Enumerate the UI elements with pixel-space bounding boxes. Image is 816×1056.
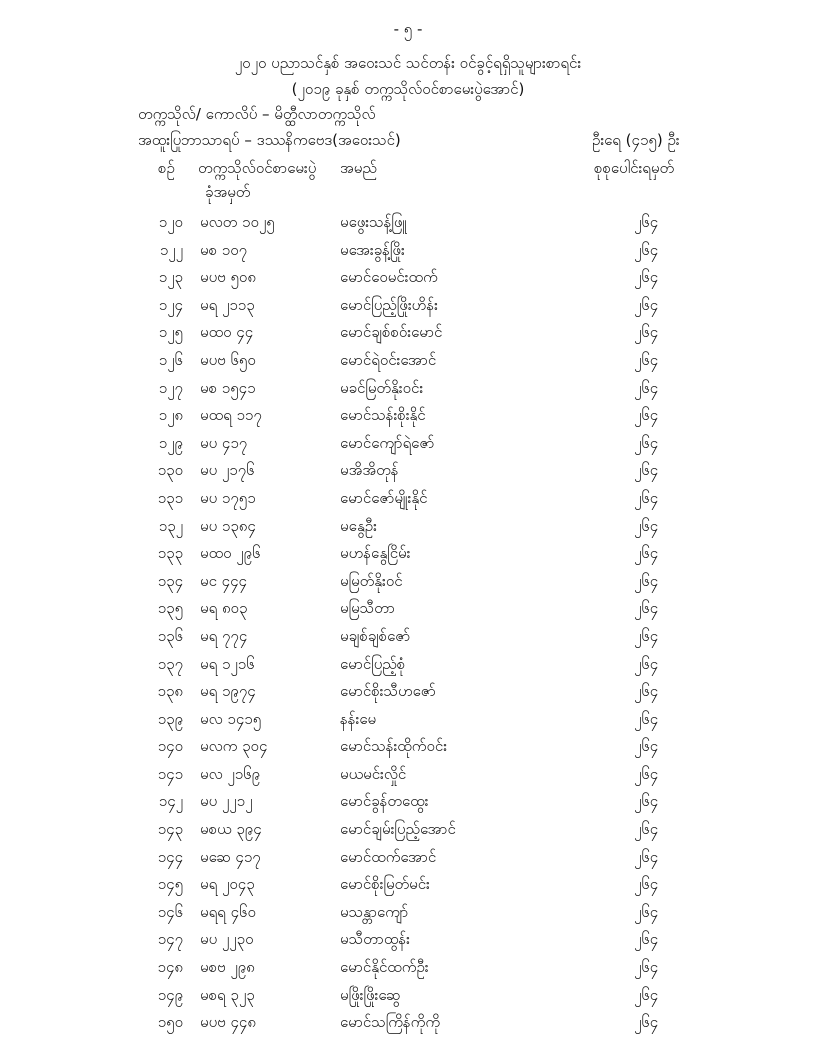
table-row (0, 844, 816, 872)
row-name: မောင်စိုးသီဟဇော် (340, 682, 436, 701)
row-total-marks: ၂၆၄ (634, 902, 659, 921)
row-roll-number: မထရ ၁၁၇ (200, 406, 262, 425)
row-name: မသန္တာကျော် (340, 902, 409, 921)
table-row (0, 651, 816, 679)
header-name: အမည် (340, 159, 377, 177)
row-roll-number: မစရ ၃၂၃ (200, 985, 255, 1004)
row-total-marks: ၂၆၄ (634, 820, 659, 839)
header-roll-number-line-2: ခုံအမှတ် (205, 183, 251, 201)
table-row (0, 485, 816, 513)
row-total-marks: ၂၆၄ (634, 268, 659, 287)
row-name: မောင်ပြည့်ဖြိုးဟိန်း (340, 295, 438, 314)
row-total-marks: ၂၆၄ (634, 847, 659, 866)
table-row (0, 292, 816, 320)
row-serial-no: ၁၂၈ (158, 406, 183, 425)
row-name: မောင်သကြိန်ကိုကို (340, 1013, 441, 1032)
row-name: မအေးခွန့်ဖြိုး (340, 240, 405, 259)
row-total-marks: ၂၆၄ (634, 213, 659, 231)
table-row (0, 237, 816, 265)
table-row (0, 623, 816, 651)
row-total-marks: ၂၆၄ (634, 792, 659, 811)
row-name: မယမင်းလှိုင် (340, 764, 407, 783)
row-name: မောင်ခွန်တထွေး (340, 792, 429, 811)
row-serial-no: ၁၃၈ (157, 682, 183, 701)
row-serial-no: ၁၃၀ (157, 461, 183, 480)
row-roll-number: မပ ၁၃၈၄ (200, 516, 256, 535)
table-row (0, 871, 816, 899)
row-serial-no: ၁၃၇ (157, 654, 183, 673)
row-roll-number: မလ ၁၄၁၅ (200, 709, 262, 728)
header-serial-no: စဉ် (158, 159, 175, 177)
table-row (0, 816, 816, 844)
table-row (0, 402, 816, 430)
row-roll-number: မပ ၂၂၁၂ (200, 792, 253, 811)
row-total-marks: ၂၆၄ (634, 930, 659, 949)
row-total-marks: ၂၆၄ (634, 406, 659, 425)
row-name: မောင်စိုးမြတ်မင်း (340, 875, 430, 894)
row-serial-no: ၁၂၅ (158, 323, 183, 342)
row-serial-no: ၁၂၃ (158, 268, 183, 287)
row-serial-no: ၁၄၅ (157, 875, 183, 894)
row-roll-number: မစ ၁၅၄၁ (200, 378, 256, 397)
row-serial-no: ၁၂၂ (159, 240, 183, 259)
row-total-marks: ၂၆၄ (634, 350, 659, 369)
row-total-marks: ၂၆၄ (634, 323, 659, 342)
row-serial-no: ၁၅၀ (157, 1013, 183, 1032)
row-serial-no: ၁၃၉ (157, 709, 183, 728)
row-total-marks: ၂၆၄ (634, 378, 659, 397)
row-serial-no: ၁၄၂ (158, 792, 183, 811)
row-total-marks: ၂၆၄ (634, 682, 659, 701)
row-serial-no: ၁၄၄ (157, 847, 183, 866)
total-count: ဦးရေ (၄၁၅) ဦး (592, 131, 680, 149)
row-name: မချစ်ချစ်ဇော် (340, 626, 411, 645)
row-roll-number: မထဝ ၄၄ (200, 323, 254, 342)
table-row (0, 319, 816, 347)
row-serial-no: ၁၃၄ (157, 571, 183, 590)
row-serial-no: ၁၂၀ (158, 213, 183, 231)
row-roll-number: မရ ၂၁၁၃ (200, 295, 255, 314)
row-serial-no: ၁၂၇ (158, 378, 183, 397)
row-total-marks: ၂၆၄ (634, 433, 659, 452)
row-serial-no: ၁၃၅ (157, 599, 183, 618)
table-row (0, 209, 816, 237)
row-serial-no: ၁၃၃ (157, 544, 183, 563)
row-roll-number: မထဝ ၂၉၆ (200, 544, 261, 563)
row-roll-number: မရ ၇၇၄ (200, 626, 248, 645)
row-roll-number: မစ ၁၀၇ (200, 240, 248, 259)
header-roll-number: တက္ကသိုလ်ဝင်စာမေးပွဲ (198, 159, 317, 177)
row-serial-no: ၁၄၃ (157, 820, 183, 839)
row-name: မအိအိတုန် (340, 461, 399, 480)
table-row (0, 1009, 816, 1037)
row-total-marks: ၂၆၄ (634, 488, 659, 507)
row-serial-no: ၁၂၆ (158, 350, 183, 369)
row-roll-number: မရ ၁၂၁၆ (200, 654, 255, 673)
row-total-marks: ၂၆၄ (634, 626, 659, 645)
row-total-marks: ၂၆၄ (634, 240, 659, 259)
row-name: မောင်ရဲဝင်းအောင် (340, 350, 437, 369)
row-serial-no: ၁၄၉ (157, 985, 183, 1004)
row-total-marks: ၂၆၄ (634, 958, 659, 977)
university-line: တက္ကသိုလ်/ ကောလိပ် – မိတ္ထီလာတက္ကသိုလ် (138, 105, 376, 123)
row-serial-no: ၁၄၁ (157, 764, 183, 783)
row-name: မနွေဦး (340, 516, 377, 535)
table-row (0, 982, 816, 1010)
table-row (0, 926, 816, 954)
table-row (0, 899, 816, 927)
row-serial-no: ၁၂၉ (158, 433, 183, 452)
table-row (0, 788, 816, 816)
row-roll-number: မပ ၁၇၅၁ (200, 488, 256, 507)
table-row (0, 430, 816, 458)
row-name: မောင်နိုင်ထက်ဦး (340, 958, 429, 977)
row-name: မဖွေးသန့်ဖြူ (340, 213, 407, 231)
row-name: မောင်ချမ်းပြည့်အောင် (340, 820, 456, 839)
major-line: အထူးပြုဘာသာရပ် – ဒဿနိကဗေဒ(အဝေးသင်) (138, 131, 401, 149)
row-name: မောင်ကျော်ရဲဇော် (340, 433, 435, 452)
row-roll-number: မစဗ ၂၉၈ (200, 958, 255, 977)
row-total-marks: ၂၆၄ (634, 709, 659, 728)
table-row (0, 375, 816, 403)
row-total-marks: ၂၆၄ (634, 461, 659, 480)
row-name: မောင်ချစ်စဝ်းမောင် (340, 323, 443, 342)
row-name: မောင်သန်းစိုးနိုင် (340, 406, 426, 425)
table-row (0, 568, 816, 596)
row-total-marks: ၂၆၄ (634, 764, 659, 783)
page-number: - ၅ - (393, 20, 423, 38)
row-name: မောင်ဝေမင်းထက် (340, 268, 438, 287)
row-total-marks: ၂၆၄ (634, 985, 659, 1004)
row-total-marks: ၂၆၄ (634, 571, 659, 590)
row-serial-no: ၁၂၄ (158, 295, 183, 314)
document-subtitle: (၂၀၁၉ ခုနှစ် တက္ကသိုလ်ဝင်စာမေးပွဲအောင်) (291, 80, 525, 98)
row-name: မမြသီတာ (340, 599, 395, 618)
row-serial-no: ၁၃၂ (158, 516, 183, 535)
row-serial-no: ၁၃၁ (157, 488, 183, 507)
row-total-marks: ၂၆၄ (634, 544, 659, 563)
row-name: မောင်သန်းထိုက်ဝင်း (340, 737, 448, 756)
row-name: မမြတ်နိုးဝင် (340, 571, 403, 590)
header-total-marks: စုစုပေါင်းရမှတ် (594, 159, 675, 177)
table-row (0, 954, 816, 982)
table-row (0, 733, 816, 761)
table-row (0, 513, 816, 541)
row-roll-number: မလ ၂၁၆၉ (200, 764, 261, 783)
row-name: မောင်ပြည့်စုံ (340, 654, 406, 673)
row-roll-number: မပ ၂၁၇၆ (200, 461, 255, 480)
table-row (0, 595, 816, 623)
row-roll-number: မပဗ ၄၄၈ (200, 1013, 256, 1032)
row-name: မဖြိုးဖြိုးဆွေ (340, 985, 401, 1004)
table-row (0, 264, 816, 292)
row-name: မဟန်နွေငြိမ်း (340, 544, 411, 563)
table-row (0, 678, 816, 706)
row-serial-no: ၁၄၆ (157, 902, 183, 921)
row-name: မောင်ဇော်မျိုးနိုင် (340, 488, 428, 507)
table-row (0, 347, 816, 375)
row-name: နန်းမေ (340, 709, 377, 728)
row-roll-number: မင ၄၄၄ (200, 571, 247, 590)
table-row (0, 540, 816, 568)
row-total-marks: ၂၆၄ (634, 737, 659, 756)
row-total-marks: ၂၆၄ (634, 875, 659, 894)
row-total-marks: ၂၆၄ (634, 1013, 659, 1032)
row-total-marks: ၂၆၄ (634, 516, 659, 535)
row-roll-number: မလက ၃၀၄ (200, 737, 268, 756)
row-roll-number: မပ ၄၁၇ (200, 433, 248, 452)
row-name: မခင်မြတ်နိုးဝင်း (340, 378, 424, 397)
row-roll-number: မပဗ ၆၅၀ (200, 350, 256, 369)
row-roll-number: မရ ၁၉၇၄ (200, 682, 256, 701)
row-roll-number: မဆေ ၄၁၇ (200, 847, 261, 866)
row-serial-no: ၁၄၈ (157, 958, 183, 977)
row-roll-number: မရရ ၄၆၀ (200, 902, 256, 921)
row-total-marks: ၂၆၄ (634, 599, 659, 618)
row-roll-number: မပဗ ၅၀၈ (200, 268, 256, 287)
row-name: မသီတာထွန်း (340, 930, 410, 949)
table-row (0, 706, 816, 734)
row-roll-number: မရ ၂၀၄၃ (200, 875, 255, 894)
document-title: ၂၀၂၀ ပညာသင်နှစ် အဝေးသင် သင်တန်း ဝင်ခွင့်ရရှိသူများစာရင်း (234, 54, 582, 72)
results-table (0, 209, 816, 1037)
row-name: မောင်ထက်အောင် (340, 847, 437, 866)
table-row (0, 761, 816, 789)
row-serial-no: ၁၃၆ (157, 626, 183, 645)
row-roll-number: မရ ၈၀၃ (200, 599, 248, 618)
row-serial-no: ၁၄၀ (157, 737, 183, 756)
row-roll-number: မပ ၂၂၃၀ (200, 930, 254, 949)
row-serial-no: ၁၄၇ (157, 930, 183, 949)
row-total-marks: ၂၆၄ (634, 654, 659, 673)
table-row (0, 457, 816, 485)
row-total-marks: ၂၆၄ (634, 295, 659, 314)
row-roll-number: မလတ ၁၀၂၅ (200, 213, 275, 231)
row-roll-number: မစယ ၃၉၄ (200, 820, 262, 839)
